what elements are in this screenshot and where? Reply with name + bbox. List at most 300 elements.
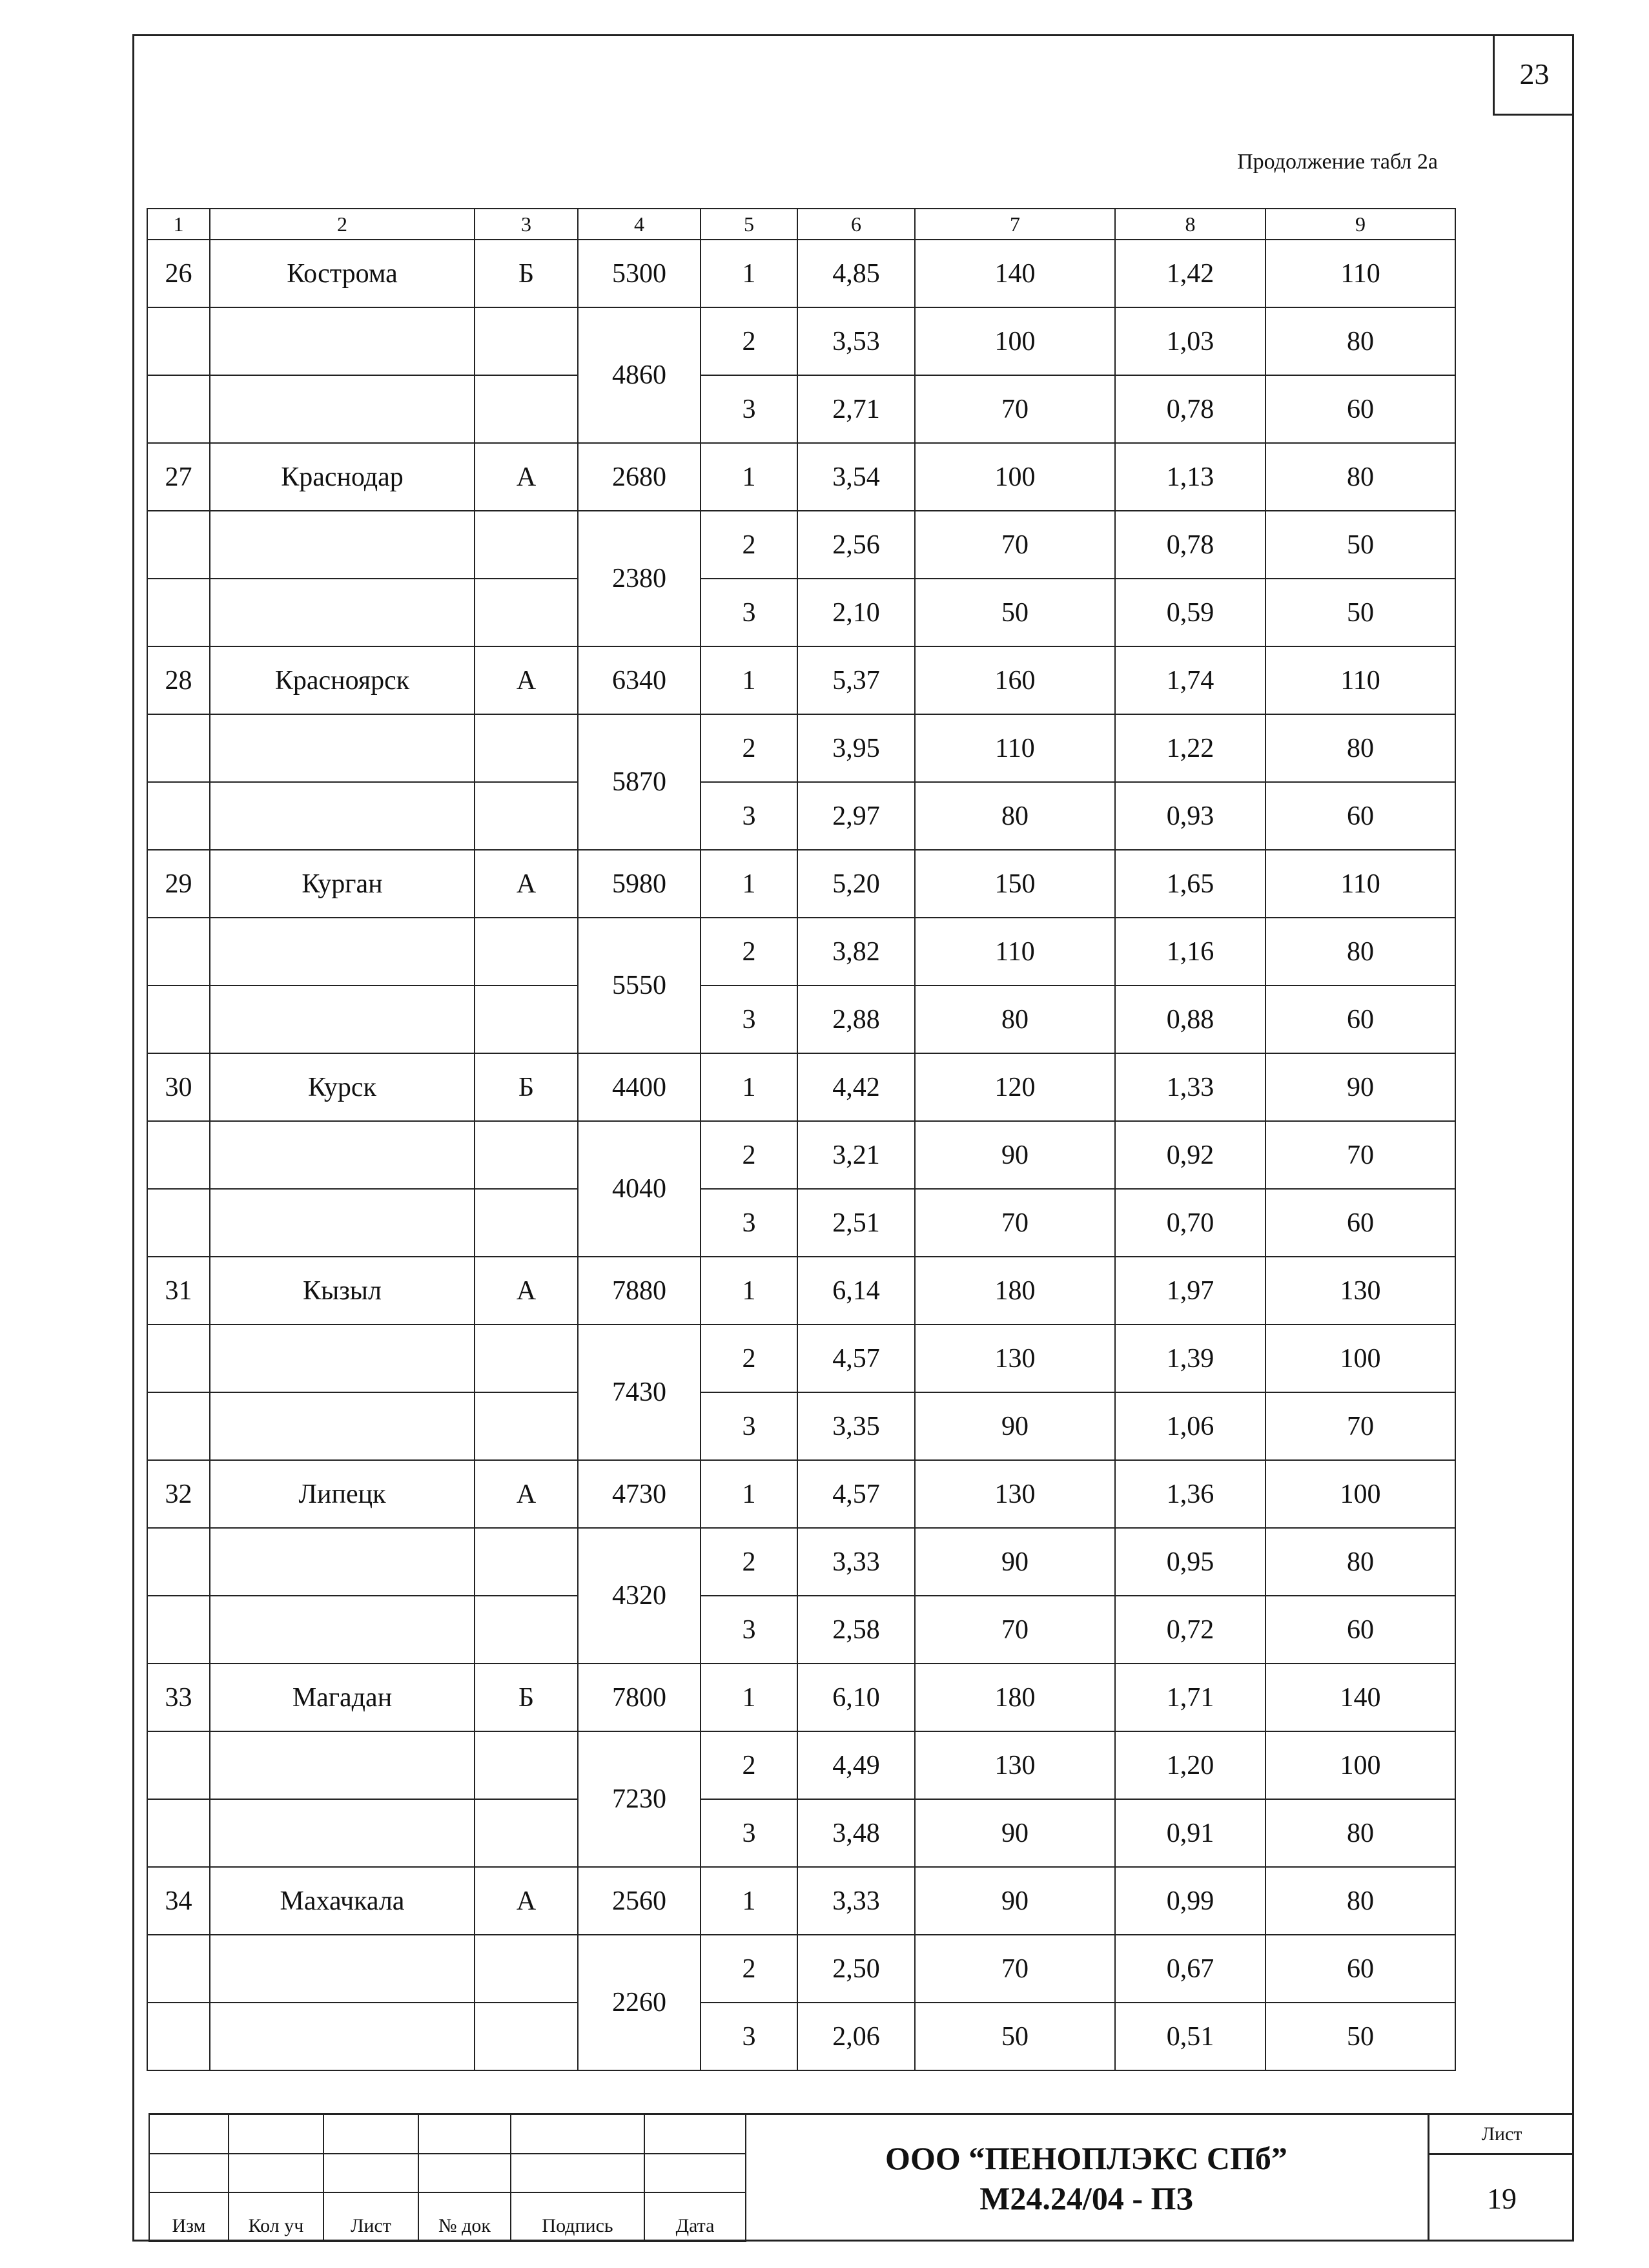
value-cell: 2 [701, 511, 797, 579]
zone-cell [475, 1392, 578, 1460]
row-number-cell: 31 [147, 1257, 210, 1325]
value-cell: 1 [701, 1664, 797, 1731]
value-cell: 1,97 [1115, 1257, 1265, 1325]
table-row [147, 782, 1455, 850]
degree-days-cell: 5300 [578, 240, 701, 307]
value-cell: 0,88 [1115, 985, 1265, 1053]
value-cell: 5,37 [797, 646, 915, 714]
value-cell: 1,65 [1115, 850, 1265, 918]
col-header: 8 [1115, 209, 1265, 240]
value-cell: 1,33 [1115, 1053, 1265, 1121]
value-cell: 90 [915, 1867, 1115, 1935]
title-block [149, 2113, 1574, 2242]
row-number-cell [147, 1325, 210, 1392]
value-cell: 1 [701, 646, 797, 714]
value-cell: 1,20 [1115, 1731, 1265, 1799]
zone-cell [475, 985, 578, 1053]
city-cell [210, 918, 475, 985]
value-cell: 80 [1265, 1528, 1455, 1596]
value-cell: 3 [701, 375, 797, 443]
value-cell: 130 [1265, 1257, 1455, 1325]
value-cell: 80 [915, 782, 1115, 850]
col-header: 5 [701, 209, 797, 240]
city-cell: Махачкала [210, 1867, 475, 1935]
value-cell: 0,78 [1115, 375, 1265, 443]
value-cell: 6,14 [797, 1257, 915, 1325]
city-cell: Краснодар [210, 443, 475, 511]
value-cell: 1 [701, 1257, 797, 1325]
zone-cell: Б [475, 1664, 578, 1731]
value-cell: 2,10 [797, 579, 915, 646]
value-cell: 2 [701, 307, 797, 375]
value-cell: 1,74 [1115, 646, 1265, 714]
row-number-cell [147, 1596, 210, 1664]
row-number-cell [147, 375, 210, 443]
table-row [147, 579, 1455, 646]
value-cell: 70 [915, 511, 1115, 579]
zone-cell: А [475, 850, 578, 918]
sheet-label: Лист [1429, 2115, 1574, 2155]
value-cell: 0,70 [1115, 1189, 1265, 1257]
row-number-cell [147, 1392, 210, 1460]
degree-days-cell: 4860 [578, 307, 701, 443]
zone-cell [475, 1731, 578, 1799]
value-cell: 110 [1265, 240, 1455, 307]
city-cell [210, 714, 475, 782]
value-cell: 140 [915, 240, 1115, 307]
degree-days-cell: 2680 [578, 443, 701, 511]
col-header: 9 [1265, 209, 1455, 240]
page-number: 23 [1493, 34, 1574, 116]
revision-cell [229, 2154, 323, 2192]
table-row [147, 918, 1455, 985]
value-cell: 0,91 [1115, 1799, 1265, 1867]
row-number-cell [147, 2003, 210, 2070]
city-cell [210, 1189, 475, 1257]
city-cell: Красноярск [210, 646, 475, 714]
value-cell: 60 [1265, 1189, 1455, 1257]
table-row [147, 307, 1455, 375]
value-cell: 1,36 [1115, 1460, 1265, 1528]
city-cell: Магадан [210, 1664, 475, 1731]
table-row [147, 375, 1455, 443]
value-cell: 2 [701, 1731, 797, 1799]
value-cell: 110 [1265, 850, 1455, 918]
table-row [147, 850, 1455, 918]
stamp-col-label: Кол уч [229, 2192, 323, 2242]
table-row [147, 1392, 1455, 1460]
row-number-cell [147, 1731, 210, 1799]
value-cell: 0,59 [1115, 579, 1265, 646]
degree-days-cell: 2560 [578, 1867, 701, 1935]
revision-grid [149, 2115, 746, 2242]
value-cell: 4,57 [797, 1325, 915, 1392]
value-cell: 3 [701, 2003, 797, 2070]
revision-cell [323, 2154, 418, 2192]
value-cell: 80 [1265, 1799, 1455, 1867]
revision-cell [418, 2154, 511, 2192]
row-number-cell [147, 985, 210, 1053]
table-row [147, 1460, 1455, 1528]
value-cell: 3 [701, 1189, 797, 1257]
city-cell [210, 1528, 475, 1596]
stamp-col-label: Дата [644, 2192, 746, 2242]
value-cell: 90 [915, 1528, 1115, 1596]
value-cell: 60 [1265, 782, 1455, 850]
table-row [147, 511, 1455, 579]
city-cell [210, 1799, 475, 1867]
zone-cell: Б [475, 240, 578, 307]
value-cell: 2,58 [797, 1596, 915, 1664]
city-cell: Кострома [210, 240, 475, 307]
city-cell: Кызыл [210, 1257, 475, 1325]
degree-days-cell: 7880 [578, 1257, 701, 1325]
degree-days-cell: 7800 [578, 1664, 701, 1731]
value-cell: 80 [1265, 443, 1455, 511]
degree-days-cell: 4040 [578, 1121, 701, 1257]
sheet-number: 19 [1487, 2181, 1517, 2215]
value-cell: 50 [1265, 579, 1455, 646]
row-number-cell: 29 [147, 850, 210, 918]
value-cell: 1,42 [1115, 240, 1265, 307]
row-number-cell: 34 [147, 1867, 210, 1935]
row-number-cell: 26 [147, 240, 210, 307]
zone-cell: Б [475, 1053, 578, 1121]
value-cell: 1 [701, 240, 797, 307]
value-cell: 1,39 [1115, 1325, 1265, 1392]
zone-cell: А [475, 1257, 578, 1325]
value-cell: 80 [1265, 918, 1455, 985]
value-cell: 2 [701, 714, 797, 782]
value-cell: 60 [1265, 375, 1455, 443]
zone-cell [475, 1121, 578, 1189]
col-header: 2 [210, 209, 475, 240]
row-number-cell [147, 782, 210, 850]
value-cell: 80 [1265, 1867, 1455, 1935]
value-cell: 5,20 [797, 850, 915, 918]
value-cell: 80 [915, 985, 1115, 1053]
data-table [147, 208, 1456, 2071]
table-row [147, 646, 1455, 714]
col-header: 7 [915, 209, 1115, 240]
value-cell: 1 [701, 443, 797, 511]
degree-days-cell: 4730 [578, 1460, 701, 1528]
zone-cell: А [475, 646, 578, 714]
zone-cell: А [475, 1460, 578, 1528]
zone-cell [475, 511, 578, 579]
header-row [147, 209, 1455, 240]
table-caption: Продолжение табл 2а [1237, 150, 1438, 174]
table-row [147, 714, 1455, 782]
value-cell: 3 [701, 782, 797, 850]
revision-cell [418, 2115, 511, 2154]
value-cell: 130 [915, 1460, 1115, 1528]
degree-days-cell: 6340 [578, 646, 701, 714]
value-cell: 50 [915, 2003, 1115, 2070]
city-cell [210, 985, 475, 1053]
value-cell: 3,33 [797, 1528, 915, 1596]
value-cell: 0,51 [1115, 2003, 1265, 2070]
value-cell: 70 [915, 1935, 1115, 2003]
city-cell [210, 2003, 475, 2070]
value-cell: 180 [915, 1257, 1115, 1325]
value-cell: 3 [701, 1596, 797, 1664]
stamp-col-label: Лист [323, 2192, 418, 2242]
city-cell [210, 1935, 475, 2003]
revision-cell [644, 2115, 746, 2154]
value-cell: 0,78 [1115, 511, 1265, 579]
degree-days-cell: 2260 [578, 1935, 701, 2070]
city-cell [210, 1596, 475, 1664]
value-cell: 1 [701, 1053, 797, 1121]
table-row [147, 1528, 1455, 1596]
value-cell: 4,57 [797, 1460, 915, 1528]
table-row [147, 1596, 1455, 1664]
value-cell: 3 [701, 1799, 797, 1867]
value-cell: 90 [915, 1121, 1115, 1189]
row-number-cell [147, 1189, 210, 1257]
value-cell: 2 [701, 1325, 797, 1392]
value-cell: 2 [701, 1935, 797, 2003]
city-cell [210, 1392, 475, 1460]
value-cell: 0,67 [1115, 1935, 1265, 2003]
value-cell: 100 [1265, 1325, 1455, 1392]
value-cell: 0,99 [1115, 1867, 1265, 1935]
revision-cell [511, 2154, 644, 2192]
stamp-col-label: Изм [149, 2192, 229, 2242]
city-cell [210, 307, 475, 375]
stamp-col-label: № док [418, 2192, 511, 2242]
degree-days-cell: 7430 [578, 1325, 701, 1460]
col-header: 3 [475, 209, 578, 240]
value-cell: 2 [701, 918, 797, 985]
value-cell: 70 [1265, 1121, 1455, 1189]
zone-cell [475, 1799, 578, 1867]
row-number-cell: 30 [147, 1053, 210, 1121]
degree-days-cell: 5550 [578, 918, 701, 1053]
table-row [147, 1121, 1455, 1189]
value-cell: 6,10 [797, 1664, 915, 1731]
value-cell: 60 [1265, 1935, 1455, 2003]
row-number-cell: 33 [147, 1664, 210, 1731]
value-cell: 90 [915, 1799, 1115, 1867]
value-cell: 1,22 [1115, 714, 1265, 782]
col-header: 4 [578, 209, 701, 240]
value-cell: 70 [1265, 1392, 1455, 1460]
value-cell: 3 [701, 985, 797, 1053]
value-cell: 1 [701, 1460, 797, 1528]
value-cell: 80 [1265, 307, 1455, 375]
value-cell: 3,21 [797, 1121, 915, 1189]
value-cell: 2,51 [797, 1189, 915, 1257]
value-cell: 3,82 [797, 918, 915, 985]
row-number-cell: 28 [147, 646, 210, 714]
value-cell: 3,35 [797, 1392, 915, 1460]
value-cell: 0,93 [1115, 782, 1265, 850]
value-cell: 2,97 [797, 782, 915, 850]
table-row [147, 1935, 1455, 2003]
city-cell [210, 579, 475, 646]
row-number-cell [147, 511, 210, 579]
table-row [147, 1257, 1455, 1325]
value-cell: 50 [1265, 511, 1455, 579]
revision-cell [149, 2115, 229, 2154]
city-cell [210, 1325, 475, 1392]
city-cell [210, 511, 475, 579]
table-row [147, 1731, 1455, 1799]
zone-cell [475, 307, 578, 375]
value-cell: 1,06 [1115, 1392, 1265, 1460]
value-cell: 90 [1265, 1053, 1455, 1121]
zone-cell [475, 2003, 578, 2070]
table-row [147, 1325, 1455, 1392]
value-cell: 70 [915, 375, 1115, 443]
value-cell: 0,72 [1115, 1596, 1265, 1664]
stamp-col-label: Подпись [511, 2192, 644, 2242]
degree-days-cell: 4400 [578, 1053, 701, 1121]
value-cell: 1,03 [1115, 307, 1265, 375]
value-cell: 50 [1265, 2003, 1455, 2070]
zone-cell [475, 579, 578, 646]
value-cell: 3 [701, 1392, 797, 1460]
value-cell: 80 [1265, 714, 1455, 782]
row-number-cell [147, 579, 210, 646]
col-header: 6 [797, 209, 915, 240]
value-cell: 1,71 [1115, 1664, 1265, 1731]
table-body [147, 209, 1455, 2070]
revision-cell [229, 2115, 323, 2154]
value-cell: 2 [701, 1528, 797, 1596]
table-row [147, 1799, 1455, 1867]
degree-days-cell: 5870 [578, 714, 701, 850]
value-cell: 60 [1265, 1596, 1455, 1664]
stamp-sheet [1429, 2115, 1574, 2242]
row-number-cell [147, 1528, 210, 1596]
organization-name: ООО “ПЕНОПЛЭКС СПб” [885, 2139, 1287, 2176]
value-cell: 0,92 [1115, 1121, 1265, 1189]
col-header: 1 [147, 209, 210, 240]
degree-days-cell: 2380 [578, 511, 701, 646]
value-cell: 100 [915, 307, 1115, 375]
table-row [147, 1664, 1455, 1731]
zone-cell [475, 1189, 578, 1257]
degree-days-cell: 5980 [578, 850, 701, 918]
zone-cell [475, 918, 578, 985]
row-number-cell [147, 307, 210, 375]
value-cell: 100 [915, 443, 1115, 511]
value-cell: 4,85 [797, 240, 915, 307]
zone-cell [475, 714, 578, 782]
value-cell: 1 [701, 1867, 797, 1935]
city-cell: Курган [210, 850, 475, 918]
value-cell: 1,13 [1115, 443, 1265, 511]
table-row [147, 2003, 1455, 2070]
value-cell: 1 [701, 850, 797, 918]
value-cell: 60 [1265, 985, 1455, 1053]
row-number-cell [147, 714, 210, 782]
value-cell: 2 [701, 1121, 797, 1189]
city-cell [210, 1121, 475, 1189]
value-cell: 140 [1265, 1664, 1455, 1731]
value-cell: 3,33 [797, 1867, 915, 1935]
row-number-cell [147, 1799, 210, 1867]
zone-cell [475, 1528, 578, 1596]
value-cell: 90 [915, 1392, 1115, 1460]
value-cell: 100 [1265, 1460, 1455, 1528]
row-number-cell [147, 918, 210, 985]
degree-days-cell: 4320 [578, 1528, 701, 1664]
zone-cell [475, 1596, 578, 1664]
revision-cell [644, 2154, 746, 2192]
value-cell: 180 [915, 1664, 1115, 1731]
value-cell: 160 [915, 646, 1115, 714]
value-cell: 0,95 [1115, 1528, 1265, 1596]
city-cell: Курск [210, 1053, 475, 1121]
value-cell: 2,06 [797, 2003, 915, 2070]
revision-cell [323, 2115, 418, 2154]
stamp-title [745, 2115, 1429, 2242]
value-cell: 3,48 [797, 1799, 915, 1867]
value-cell: 3,95 [797, 714, 915, 782]
degree-days-cell: 7230 [578, 1731, 701, 1867]
table-row [147, 240, 1455, 307]
value-cell: 3,54 [797, 443, 915, 511]
row-number-cell: 27 [147, 443, 210, 511]
value-cell: 110 [915, 918, 1115, 985]
value-cell: 110 [1265, 646, 1455, 714]
city-cell: Липецк [210, 1460, 475, 1528]
zone-cell: А [475, 1867, 578, 1935]
row-number-cell: 32 [147, 1460, 210, 1528]
city-cell [210, 1731, 475, 1799]
value-cell: 110 [915, 714, 1115, 782]
value-cell: 130 [915, 1731, 1115, 1799]
table-row [147, 1189, 1455, 1257]
value-cell: 1,16 [1115, 918, 1265, 985]
value-cell: 50 [915, 579, 1115, 646]
city-cell [210, 375, 475, 443]
zone-cell [475, 782, 578, 850]
table-row [147, 1867, 1455, 1935]
value-cell: 2,88 [797, 985, 915, 1053]
revision-cell [511, 2115, 644, 2154]
zone-cell [475, 375, 578, 443]
row-number-cell [147, 1935, 210, 2003]
value-cell: 120 [915, 1053, 1115, 1121]
zone-cell: А [475, 443, 578, 511]
revision-cell [149, 2154, 229, 2192]
city-cell [210, 782, 475, 850]
zone-cell [475, 1935, 578, 2003]
value-cell: 4,49 [797, 1731, 915, 1799]
value-cell: 2,71 [797, 375, 915, 443]
table-row [147, 1053, 1455, 1121]
value-cell: 150 [915, 850, 1115, 918]
value-cell: 130 [915, 1325, 1115, 1392]
document-code: М24.24/04 - ПЗ [979, 2180, 1193, 2216]
value-cell: 4,42 [797, 1053, 915, 1121]
value-cell: 70 [915, 1189, 1115, 1257]
value-cell: 100 [1265, 1731, 1455, 1799]
value-cell: 2,50 [797, 1935, 915, 2003]
zone-cell [475, 1325, 578, 1392]
value-cell: 70 [915, 1596, 1115, 1664]
table-row [147, 985, 1455, 1053]
value-cell: 3,53 [797, 307, 915, 375]
value-cell: 2,56 [797, 511, 915, 579]
table-row [147, 443, 1455, 511]
value-cell: 3 [701, 579, 797, 646]
